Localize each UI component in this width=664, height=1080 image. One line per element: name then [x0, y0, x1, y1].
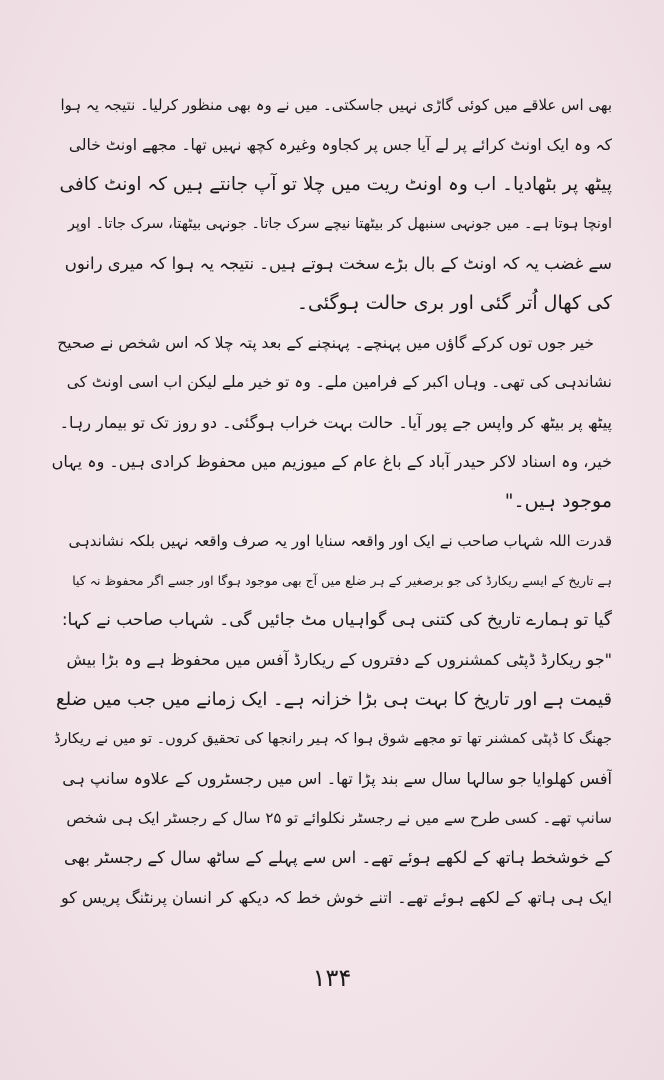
text-line: گیا تو ہمارے تاریخ کی کتنی ہی گواہیاں مٹ جائیں گی۔ شہاب صاحب نے کہا:: [61, 609, 612, 630]
text-line: بھی اس علاقے میں کوئی گاڑی نہیں جاسکتی۔ میں نے وہ بھی منظور کرلیا۔ نتیجہ یہ ہوا: [60, 96, 612, 114]
text-line: جھنگ کا ڈپٹی کمشنر تھا تو مجھے شوق ہوا کہ ہیر رانجھا کی تحقیق کروں۔ تو میں نے ریکارڈ: [54, 730, 612, 747]
text-line: آفس کھلوایا جو سالہا سال سے بند پڑا تھا۔ اس میں رجسٹروں کے علاوہ سانپ ہی: [62, 769, 612, 789]
text-line: نشاندہی کی تھی۔ وہاں اکبر کے فرامین ملے۔ وہ تو خیر ملے لیکن اب اسی اونٹ کی: [66, 373, 612, 392]
text-line: ایک ہی ہاتھ کے لکھے ہوئے تھے۔ اتنے خوش خط کہ دیکھ کر انسان پرنٹنگ پریس کو: [61, 887, 612, 907]
text-line: کی کھال اُتر گئی اور بری حالت ہوگئی۔: [296, 291, 612, 314]
text-line: قدرت اللہ شہاب صاحب نے ایک اور واقعہ سنایا اور یہ صرف واقعہ نہیں بلکہ نشاندہی: [68, 531, 612, 550]
text-line: اونچا ہوتا ہے۔ میں جونہی سنبھل کر بیٹھتا نیچے سرک جاتا۔ جونہی بیٹھتا، سرک جاتا۔ اوپر: [67, 215, 612, 232]
text-line: قیمت ہے اور تاریخ کا بہت ہی بڑا خزانہ ہے۔ ایک زمانے میں جب میں ضلع: [56, 688, 612, 710]
text-line: ہے تاریخ کے ایسے ریکارڈ کی جو برصغیر کے ہر ضلع میں آج بھی موجود ہوگا اور جسے اگر محفوظ نہ کیا: [72, 573, 612, 589]
text-line: سے غضب یہ کہ اونٹ کے بال بڑے سخت ہوتے ہیں۔ نتیجہ یہ ہوا کہ میری رانوں: [64, 254, 612, 274]
text-line: کہ وہ ایک اونٹ کرائے پر لے آیا جس پر کجاوہ وغیرہ کچھ نہیں تھا۔ مجھے اونٹ خالی: [68, 135, 612, 154]
text-line: "جو ریکارڈ ڈپٹی کمشنروں کے دفتروں کے ریکارڈ آفس میں محفوظ ہے وہ بڑا بیش: [66, 650, 612, 670]
page-number: ۱۳۴: [312, 964, 352, 992]
text-line: پیٹھ پر بیٹھ کر واپس جے پور آیا۔ حالت بہت خراب ہوگئی۔ دو روز تک تو بیمار رہا۔: [59, 412, 612, 432]
text-line: خیر جوں توں کرکے گاؤں میں پہنچے۔ پہنچنے کے بعد پتہ چلا کہ اس شخص نے صحیح: [57, 333, 594, 352]
text-line: کے خوشخط ہاتھ کے لکھے ہوئے تھے۔ اس سے پہلے کے ساٹھ سال کے رجسٹر بھی: [64, 848, 612, 868]
page-body-text: [52, 86, 612, 917]
text-line: خیر، وہ اسناد لاکر حیدر آباد کے باغ عام کے میوزیم میں محفوظ کرادی ہیں۔ وہ یہاں: [52, 452, 612, 472]
text-line: موجود ہیں۔": [504, 489, 612, 512]
text-line: پیٹھ پر بٹھادیا۔ اب وہ اونٹ ریت میں چلا تو آپ جانتے ہیں کہ اونٹ کافی: [59, 174, 612, 196]
text-line: سانپ تھے۔ کسی طرح سے میں نے رجسٹر نکلوائے تو ۲۵ سال کے رجسٹر ایک ہی شخص: [66, 808, 612, 827]
